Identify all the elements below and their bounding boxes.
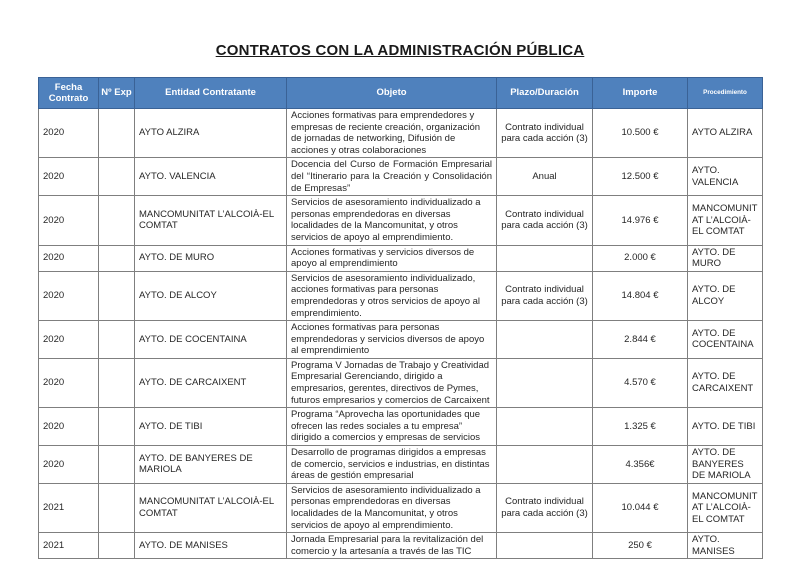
contracts-table [38, 77, 763, 559]
col-header-objeto: Objeto [287, 78, 497, 109]
cell-plazo-duracion [497, 321, 593, 359]
cell-fecha-contrato: 2020 [39, 109, 99, 158]
cell-plazo-duracion [497, 533, 593, 559]
page-title: CONTRATOS CON LA ADMINISTRACIÓN PÚBLICA [215, 42, 585, 59]
cell-num-exp [99, 533, 135, 559]
table-row [39, 109, 763, 158]
table-row [39, 358, 763, 407]
table-row [39, 446, 763, 484]
cell-procedimiento: AYTO. DE MURO [688, 245, 763, 271]
table-row [39, 158, 763, 196]
cell-fecha-contrato: 2020 [39, 158, 99, 196]
cell-fecha-contrato: 2020 [39, 196, 99, 245]
cell-fecha-contrato: 2021 [39, 533, 99, 559]
table-row [39, 196, 763, 245]
cell-plazo-duracion [497, 245, 593, 271]
col-header-plazo-duracion: Plazo/Duración [497, 78, 593, 109]
table-row [39, 271, 763, 320]
cell-procedimiento: AYTO. DE COCENTAINA [688, 321, 763, 359]
cell-procedimiento: MANCOMUNITAT L’ALCOIÀ-EL COMTAT [688, 483, 763, 532]
cell-entidad-contratante: AYTO ALZIRA [135, 109, 287, 158]
cell-entidad-contratante: AYTO. DE ALCOY [135, 271, 287, 320]
cell-procedimiento: AYTO. VALENCIA [688, 158, 763, 196]
cell-objeto: Desarrollo de programas dirigidos a empresas de comercio, servicios e industrias, en distintas áreas de gestión empresarial [287, 446, 497, 484]
cell-importe: 14.804 € [593, 271, 688, 320]
col-header-procedimiento: Procedimiento [688, 78, 763, 109]
cell-importe: 12.500 € [593, 158, 688, 196]
cell-objeto: Programa “Aprovecha las oportunidades que ofrecen las redes sociales a tu empresa” dirigido a comercios y empresas de servicios [287, 408, 497, 446]
table-row [39, 533, 763, 559]
cell-fecha-contrato: 2020 [39, 271, 99, 320]
cell-procedimiento: AYTO ALZIRA [688, 109, 763, 158]
cell-entidad-contratante: MANCOMUNITAT L’ALCOIÀ-EL COMTAT [135, 483, 287, 532]
cell-importe: 2.844 € [593, 321, 688, 359]
col-header-entidad-contratante: Entidad Contratante [135, 78, 287, 109]
cell-fecha-contrato: 2021 [39, 483, 99, 532]
cell-objeto: Acciones formativas para personas emprendedoras y servicios diversos de apoyo al emprendimiento [287, 321, 497, 359]
cell-procedimiento: AYTO. DE ALCOY [688, 271, 763, 320]
cell-objeto: Acciones formativas para emprendedores y empresas de reciente creación, organización de jornadas de networking, Difusión de acciones y otras colaboraciones [287, 109, 497, 158]
cell-num-exp [99, 271, 135, 320]
table-row [39, 483, 763, 532]
cell-num-exp [99, 158, 135, 196]
cell-importe: 1.325 € [593, 408, 688, 446]
cell-plazo-duracion: Contrato individual para cada acción (3) [497, 196, 593, 245]
col-header-importe: Importe [593, 78, 688, 109]
cell-importe: 2.000 € [593, 245, 688, 271]
cell-plazo-duracion [497, 358, 593, 407]
table-row [39, 321, 763, 359]
cell-num-exp [99, 358, 135, 407]
cell-plazo-duracion [497, 408, 593, 446]
cell-entidad-contratante: AYTO. DE CARCAIXENT [135, 358, 287, 407]
cell-fecha-contrato: 2020 [39, 245, 99, 271]
cell-plazo-duracion: Contrato individual para cada acción (3) [497, 483, 593, 532]
col-header-num-exp: Nº Exp [99, 78, 135, 109]
cell-entidad-contratante: AYTO. VALENCIA [135, 158, 287, 196]
cell-objeto: Programa V Jornadas de Trabajo y Creatividad Empresarial Gerenciando, dirigido a empresarios, gerentes, directivos de Pymes, futuros empresarios y comercios de Carcaixent [287, 358, 497, 407]
cell-objeto: Servicios de asesoramiento individualizado a personas emprendedoras en diversas localidades de la Mancomunitat, y otros servicios de apoyo al emprendimiento. [287, 196, 497, 245]
cell-num-exp [99, 321, 135, 359]
col-header-fecha-contrato: Fecha Contrato [39, 78, 99, 109]
cell-importe: 4.356€ [593, 446, 688, 484]
cell-objeto: Docencia del Curso de Formación Empresarial del “Itinerario para la Creación y Consolidación de Empresas” [287, 158, 497, 196]
cell-plazo-duracion: Anual [497, 158, 593, 196]
cell-num-exp [99, 109, 135, 158]
cell-fecha-contrato: 2020 [39, 408, 99, 446]
cell-procedimiento: AYTO. MANISES [688, 533, 763, 559]
cell-objeto: Acciones formativas y servicios diversos de apoyo al emprendimiento [287, 245, 497, 271]
cell-num-exp [99, 483, 135, 532]
cell-objeto: Jornada Empresarial para la revitalización del comercio y la artesanía a través de las TIC [287, 533, 497, 559]
cell-fecha-contrato: 2020 [39, 321, 99, 359]
cell-importe: 4.570 € [593, 358, 688, 407]
cell-entidad-contratante: AYTO. DE BANYERES DE MARIOLA [135, 446, 287, 484]
table-row [39, 245, 763, 271]
cell-plazo-duracion: Contrato individual para cada acción (3) [497, 271, 593, 320]
cell-entidad-contratante: AYTO. DE TIBI [135, 408, 287, 446]
cell-procedimiento: AYTO. DE TIBI [688, 408, 763, 446]
cell-objeto: Servicios de asesoramiento individualizado, acciones formativas para personas emprendedoras y otros servicios de apoyo al emprendimiento. [287, 271, 497, 320]
table-row [39, 408, 763, 446]
cell-procedimiento: MANCOMUNITAT L’ALCOIÀ-EL COMTAT [688, 196, 763, 245]
cell-importe: 10.500 € [593, 109, 688, 158]
cell-importe: 14.976 € [593, 196, 688, 245]
cell-num-exp [99, 245, 135, 271]
cell-entidad-contratante: AYTO. DE MANISES [135, 533, 287, 559]
cell-num-exp [99, 446, 135, 484]
cell-fecha-contrato: 2020 [39, 358, 99, 407]
cell-plazo-duracion [497, 446, 593, 484]
cell-entidad-contratante: MANCOMUNITAT L’ALCOIÀ-EL COMTAT [135, 196, 287, 245]
cell-procedimiento: AYTO. DE BANYERES DE MARIOLA [688, 446, 763, 484]
cell-importe: 250 € [593, 533, 688, 559]
cell-objeto: Servicios de asesoramiento individualizado a personas emprendedoras en diversas localidades de la Mancomunitat, y otros servicios de apoyo al emprendimiento. [287, 483, 497, 532]
table-body [39, 109, 763, 559]
cell-num-exp [99, 196, 135, 245]
cell-plazo-duracion: Contrato individual para cada acción (3) [497, 109, 593, 158]
cell-procedimiento: AYTO. DE CARCAIXENT [688, 358, 763, 407]
cell-num-exp [99, 408, 135, 446]
cell-importe: 10.044 € [593, 483, 688, 532]
cell-fecha-contrato: 2020 [39, 446, 99, 484]
cell-entidad-contratante: AYTO. DE COCENTAINA [135, 321, 287, 359]
cell-entidad-contratante: AYTO. DE MURO [135, 245, 287, 271]
header-row [39, 78, 763, 109]
